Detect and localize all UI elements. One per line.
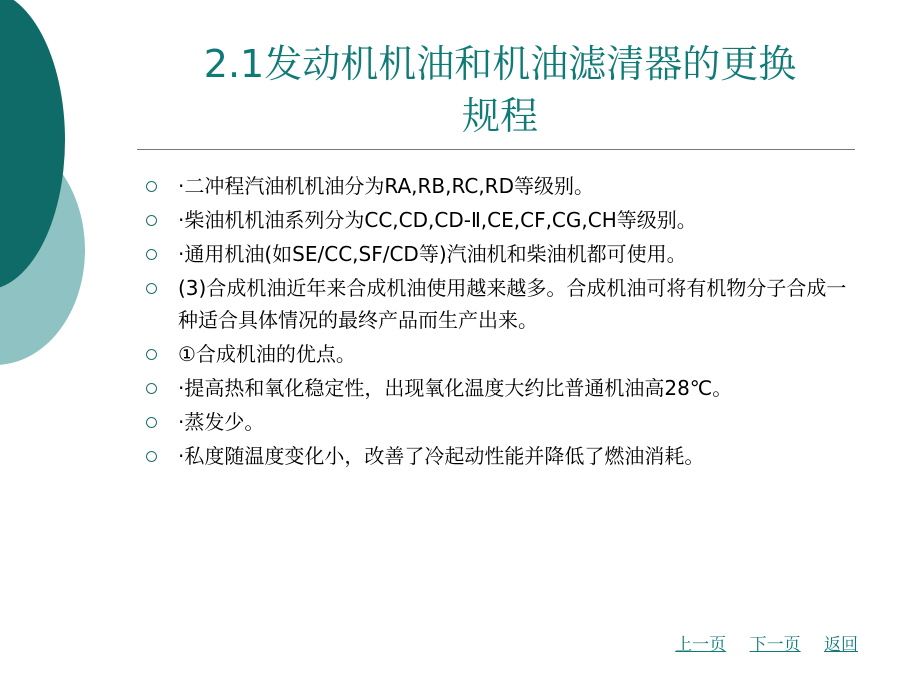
list-item-text: ①合成机油的优点。 <box>178 342 356 366</box>
list-item-text: ·蒸发少。 <box>178 410 265 434</box>
circle-bullet-icon <box>146 451 157 462</box>
circle-bullet-icon <box>146 383 157 394</box>
list-item <box>140 170 850 202</box>
list-item-text: ·二冲程汽油机机油分为RA,RB,RC,RD等级别。 <box>178 174 594 198</box>
list-item <box>140 272 850 336</box>
list-item-text: ·提高热和氧化稳定性，出现氧化温度大约比普通机油高28℃。 <box>178 376 733 400</box>
circle-bullet-icon <box>146 283 157 294</box>
bullet-list <box>140 170 850 474</box>
list-item-text: ·通用机油(如SE/CC,SF/CD等)汽油机和柴油机都可使用。 <box>178 242 687 266</box>
prev-page-link[interactable]: 上一页 <box>675 635 727 655</box>
list-item <box>140 238 850 270</box>
list-item <box>140 338 850 370</box>
list-item-text: ·柴油机机油系列分为CC,CD,CD-Ⅱ,CE,CF,CG,CH等级别。 <box>178 208 697 232</box>
list-item-text: (3)合成机油近年来合成机油使用越来越多。合成机油可将有机物分子合成一种适合具体情况的最终产品而生产出来。 <box>178 276 847 332</box>
title-line-2: 规程 <box>461 94 538 138</box>
list-item <box>140 372 850 404</box>
circle-bullet-icon <box>146 417 157 428</box>
next-page-link[interactable]: 下一页 <box>749 635 801 655</box>
list-item <box>140 440 850 472</box>
circle-bullet-icon <box>146 215 157 226</box>
title-line-1: 2.1发动机机油和机油滤清器的更换 <box>203 42 797 86</box>
slide-navigation <box>657 630 858 655</box>
list-item <box>140 406 850 438</box>
list-item-text: ·私度随温度变化小，改善了冷起动性能并降低了燃油消耗。 <box>178 444 705 468</box>
back-link[interactable]: 返回 <box>824 635 858 655</box>
circle-bullet-icon <box>146 181 157 192</box>
slide-title <box>150 38 850 142</box>
circle-bullet-icon <box>146 349 157 360</box>
circle-bullet-icon <box>146 249 157 260</box>
list-item <box>140 204 850 236</box>
title-divider <box>137 149 855 150</box>
